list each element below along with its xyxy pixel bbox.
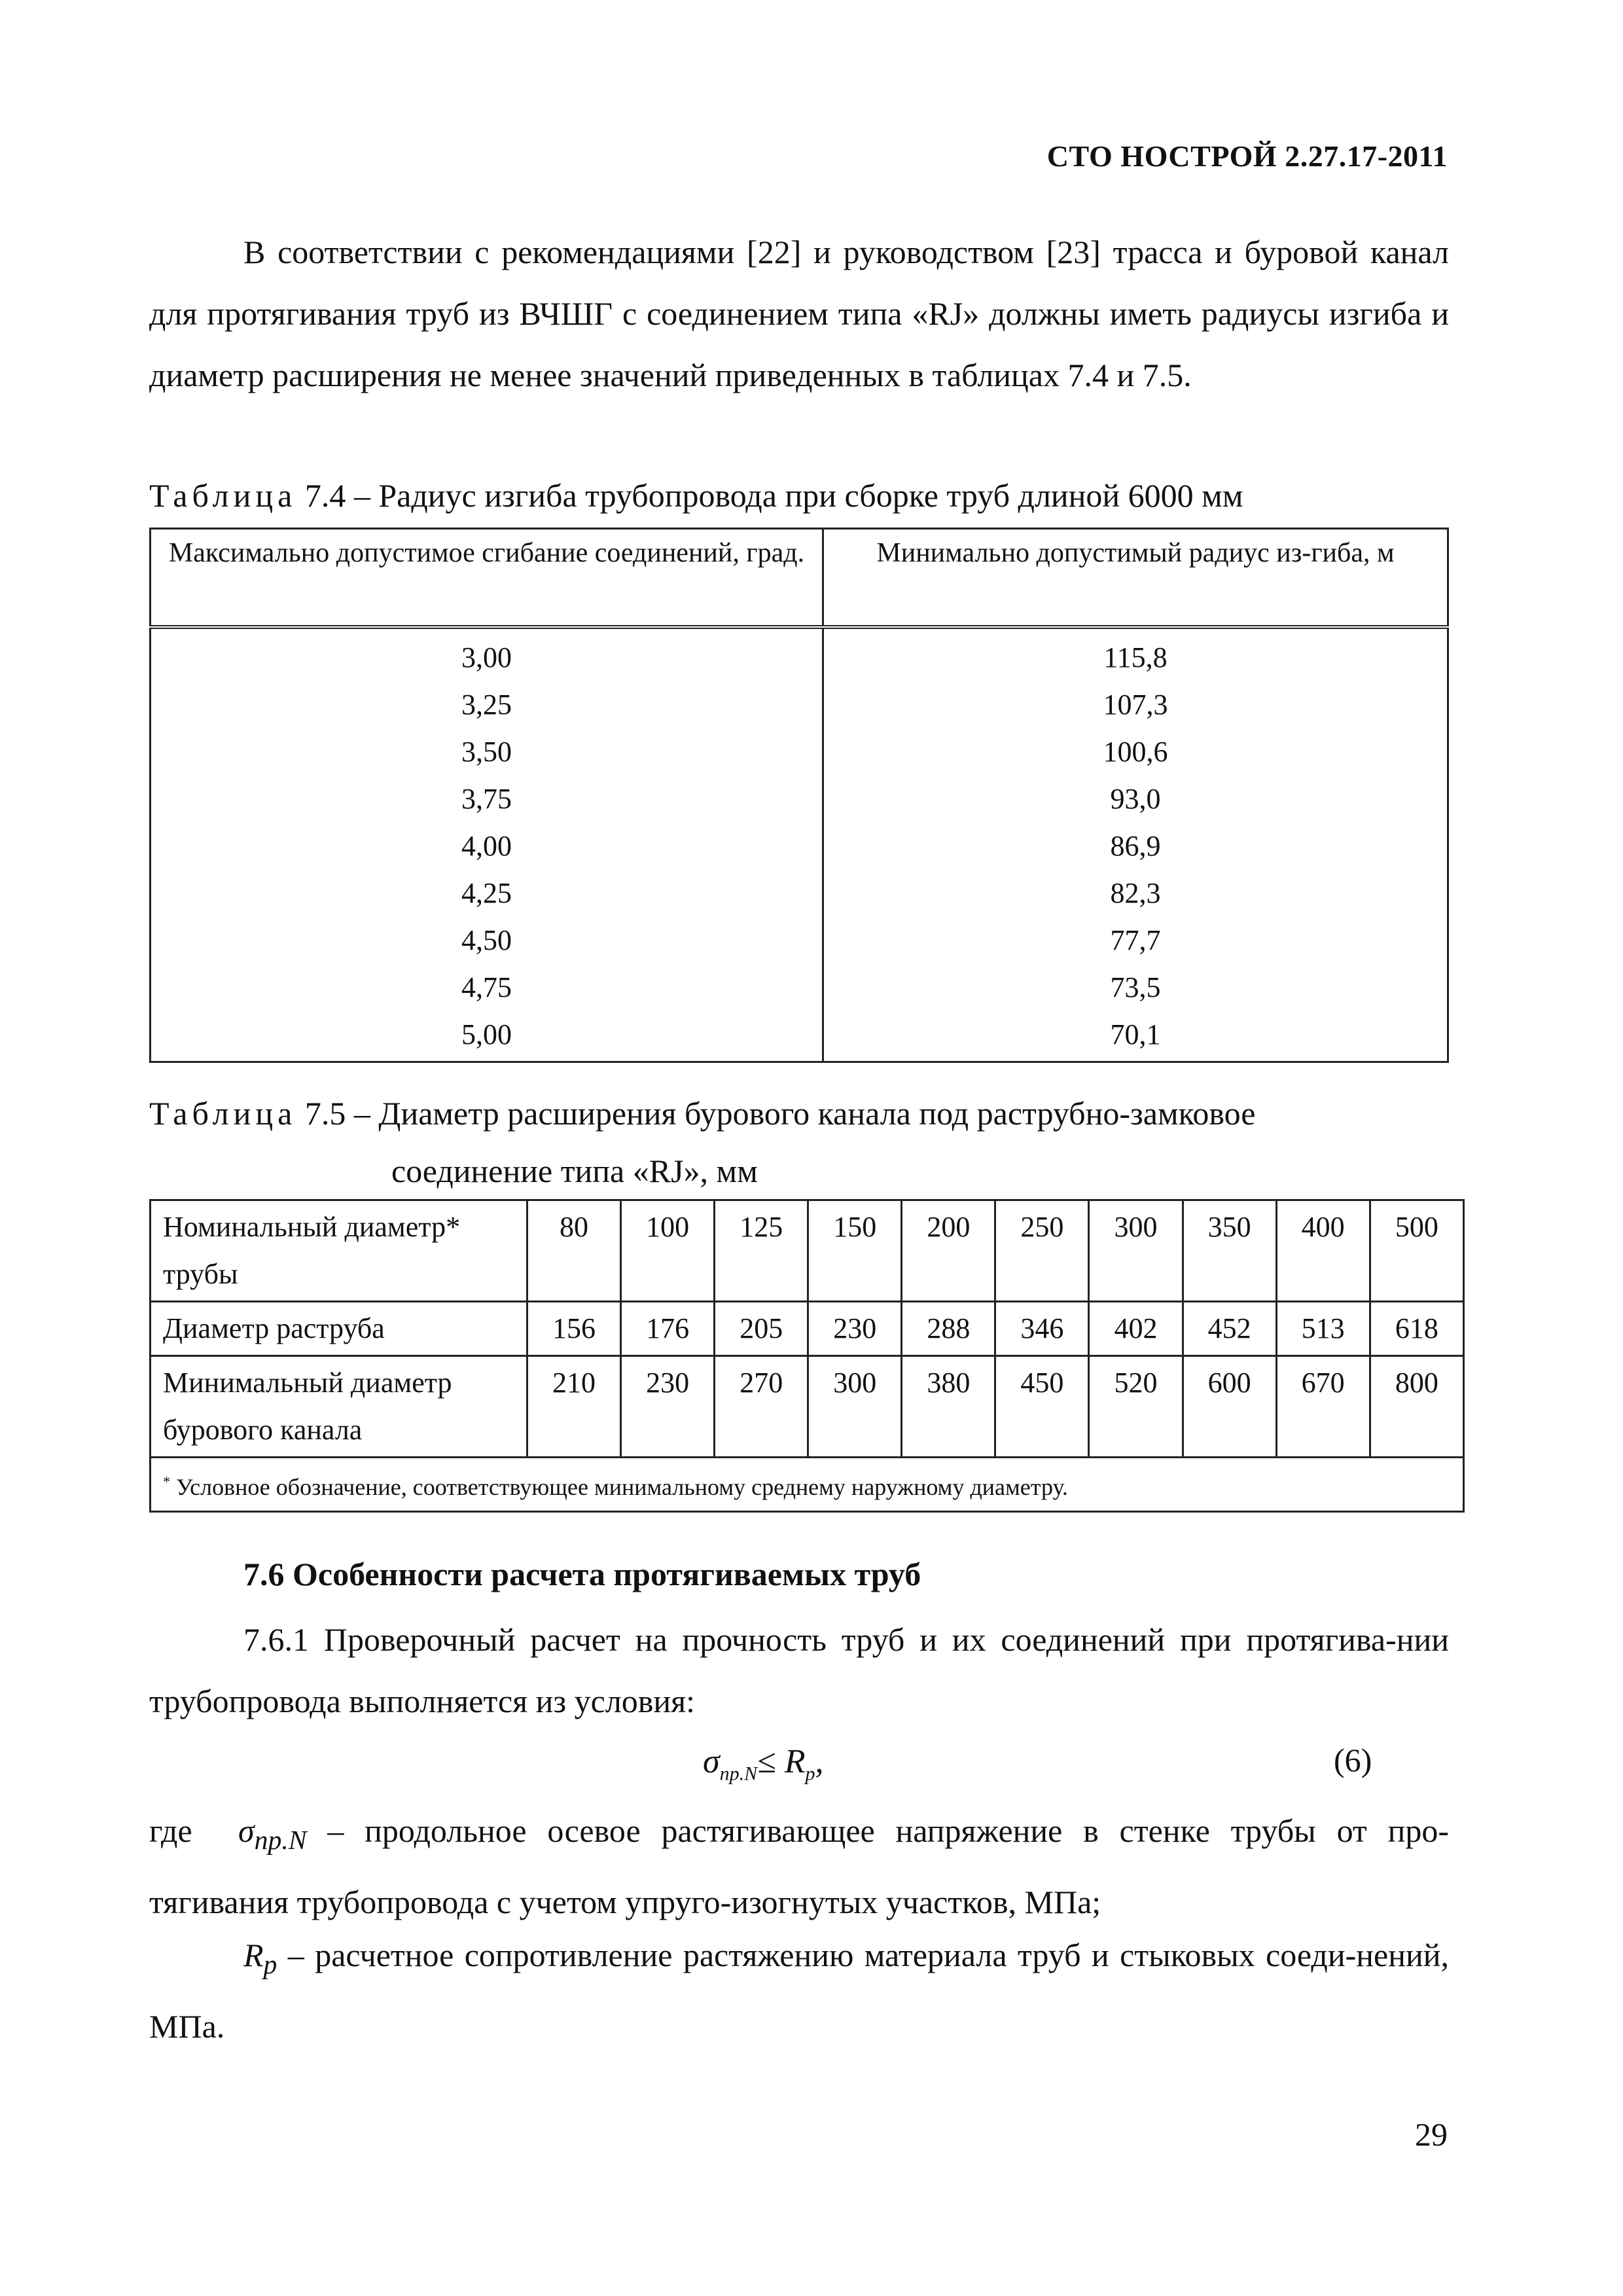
- table-row: [151, 681, 1448, 728]
- table-cell: 800: [1370, 1356, 1463, 1458]
- table-cell: 210: [527, 1356, 621, 1458]
- formula-6: [703, 1742, 823, 1785]
- table-cell: 107,3: [823, 681, 1448, 728]
- equation-number: (6): [1334, 1742, 1372, 1778]
- intro-paragraph: В соответствии с рекомендациями [22] и руководством [23] трасса и буровой канал для протягивания труб из ВЧШГ с соединением типа «RJ» должны иметь радиусы изгиба и диаметр расширения не менее значений приведенных в таблицах 7.4 и 7.5.: [149, 234, 1449, 393]
- table-cell: 450: [995, 1356, 1089, 1458]
- row-label: Диаметр раструба: [151, 1302, 527, 1356]
- table-footnote: [151, 1458, 1464, 1512]
- where-sigma-sub: пр.N: [254, 1825, 307, 1856]
- table-cell: 93,0: [823, 776, 1448, 823]
- table-cell: 500: [1370, 1200, 1463, 1302]
- table-7-5: [149, 1199, 1465, 1513]
- where-label: где: [149, 1812, 192, 1849]
- table-7-4-col2-header: Минимально допустимый радиус из-гиба, м: [823, 529, 1448, 628]
- table-row: [151, 1302, 1464, 1356]
- table-cell: 115,8: [823, 627, 1448, 681]
- table-row: [151, 823, 1448, 870]
- table-cell: 346: [995, 1302, 1089, 1356]
- table-cell: 402: [1089, 1302, 1183, 1356]
- table-cell: 4,75: [461, 971, 512, 1003]
- table-footnote-row: [151, 1458, 1464, 1512]
- where-definition: [149, 1800, 1449, 1933]
- table-cell: 300: [808, 1356, 902, 1458]
- rp-symbol: R: [243, 1937, 264, 1973]
- table-row: [151, 964, 1448, 1011]
- table-cell: 205: [715, 1302, 808, 1356]
- table-cell: 452: [1183, 1302, 1276, 1356]
- formula-r-sub: p: [805, 1763, 815, 1785]
- table-row: [151, 627, 1448, 681]
- document-code-header: СТО НОСТРОЙ 2.27.17-2011: [1046, 139, 1448, 173]
- table-cell: 125: [715, 1200, 808, 1302]
- table-cell: 73,5: [823, 964, 1448, 1011]
- table-cell: 350: [1183, 1200, 1276, 1302]
- table-cell: 100,6: [823, 728, 1448, 776]
- table-cell: 288: [902, 1302, 995, 1356]
- table-cell: 520: [1089, 1356, 1183, 1458]
- table-cell: 4,25: [461, 877, 512, 909]
- table-row: [151, 776, 1448, 823]
- rp-definition: [149, 1924, 1449, 2057]
- footnote-text: Условное обозначение, соответствующее минимальному среднему наружному диаметру.: [170, 1474, 1068, 1500]
- table-cell: 150: [808, 1200, 902, 1302]
- table-7-4-col1-header: Максимально допустимое сгибание соединений, град.: [151, 529, 823, 628]
- table-cell: 3,75: [461, 783, 512, 815]
- table-cell: 100: [621, 1200, 715, 1302]
- formula-tail: ,: [815, 1743, 824, 1780]
- table-cell: 5,00: [461, 1018, 512, 1050]
- table-cell: 250: [995, 1200, 1089, 1302]
- formula-sigma-sub: пр.N: [719, 1763, 758, 1785]
- footnote-mark: *: [163, 1473, 170, 1490]
- table-cell: 600: [1183, 1356, 1276, 1458]
- table-cell: 176: [621, 1302, 715, 1356]
- table-cell: 3,00: [461, 641, 512, 673]
- table-cell: 70,1: [823, 1011, 1448, 1062]
- table-cell: 77,7: [823, 917, 1448, 964]
- formula-sigma: σ: [703, 1743, 720, 1780]
- table-row: [151, 728, 1448, 776]
- table-cell: 513: [1276, 1302, 1370, 1356]
- table-caption-word: Таблица: [149, 1095, 297, 1132]
- where-sigma: σ: [238, 1812, 255, 1849]
- row-label: Минимальный диаметр бурового канала: [151, 1356, 527, 1458]
- table-7-4-caption: [149, 476, 1243, 514]
- where-text: – продольное осевое растягивающее напряжение в стенке трубы от про-тягивания трубопровода с учетом упруго-изогнутых участков, МПа;: [149, 1812, 1449, 1920]
- table-row: [151, 917, 1448, 964]
- table-7-5-caption-line2: соединение типа «RJ», мм: [391, 1153, 758, 1189]
- table-cell: 670: [1276, 1356, 1370, 1458]
- table-7-5-caption: [149, 1094, 1255, 1132]
- table-cell: 156: [527, 1302, 621, 1356]
- row-label: Номинальный диаметр* трубы: [151, 1200, 527, 1302]
- table-row: [151, 1356, 1464, 1458]
- formula-r: R: [784, 1743, 806, 1780]
- table-cell: 300: [1089, 1200, 1183, 1302]
- table-cell: 230: [808, 1302, 902, 1356]
- table-cell: 200: [902, 1200, 995, 1302]
- table-row: [151, 870, 1448, 917]
- table-caption-word: Таблица: [149, 477, 297, 514]
- table-row: [151, 1200, 1464, 1302]
- table-7-4: [149, 528, 1449, 1063]
- table-cell: 3,50: [461, 736, 512, 768]
- table-cell: 618: [1370, 1302, 1463, 1356]
- rp-sub: p: [263, 1950, 277, 1980]
- rp-text: – расчетное сопротивление растяжению материала труб и стыковых соеди-нений, МПа.: [149, 1937, 1449, 2045]
- section-heading: 7.6 Особенности расчета протягиваемых труб: [243, 1556, 921, 1592]
- table-cell: 80: [527, 1200, 621, 1302]
- table-caption-text: 7.5 – Диаметр расширения бурового канала под раструбно-замковое: [296, 1095, 1256, 1132]
- table-cell: 380: [902, 1356, 995, 1458]
- table-cell: 270: [715, 1356, 808, 1458]
- section-paragraph: 7.6.1 Проверочный расчет на прочность труб и их соединений при протягива-нии трубопровода выполняется из условия:: [149, 1621, 1449, 1719]
- table-cell: 230: [621, 1356, 715, 1458]
- formula-operator: ≤: [757, 1743, 776, 1780]
- table-caption-text: 7.4 – Радиус изгиба трубопровода при сборке труб длиной 6000 мм: [296, 477, 1243, 514]
- table-cell: 82,3: [823, 870, 1448, 917]
- table-cell: 3,25: [461, 689, 512, 721]
- table-cell: 86,9: [823, 823, 1448, 870]
- table-cell: 400: [1276, 1200, 1370, 1302]
- table-cell: 4,00: [461, 830, 512, 862]
- table-cell: 4,50: [461, 924, 512, 956]
- page-number: 29: [1415, 2116, 1448, 2153]
- table-row: [151, 1011, 1448, 1062]
